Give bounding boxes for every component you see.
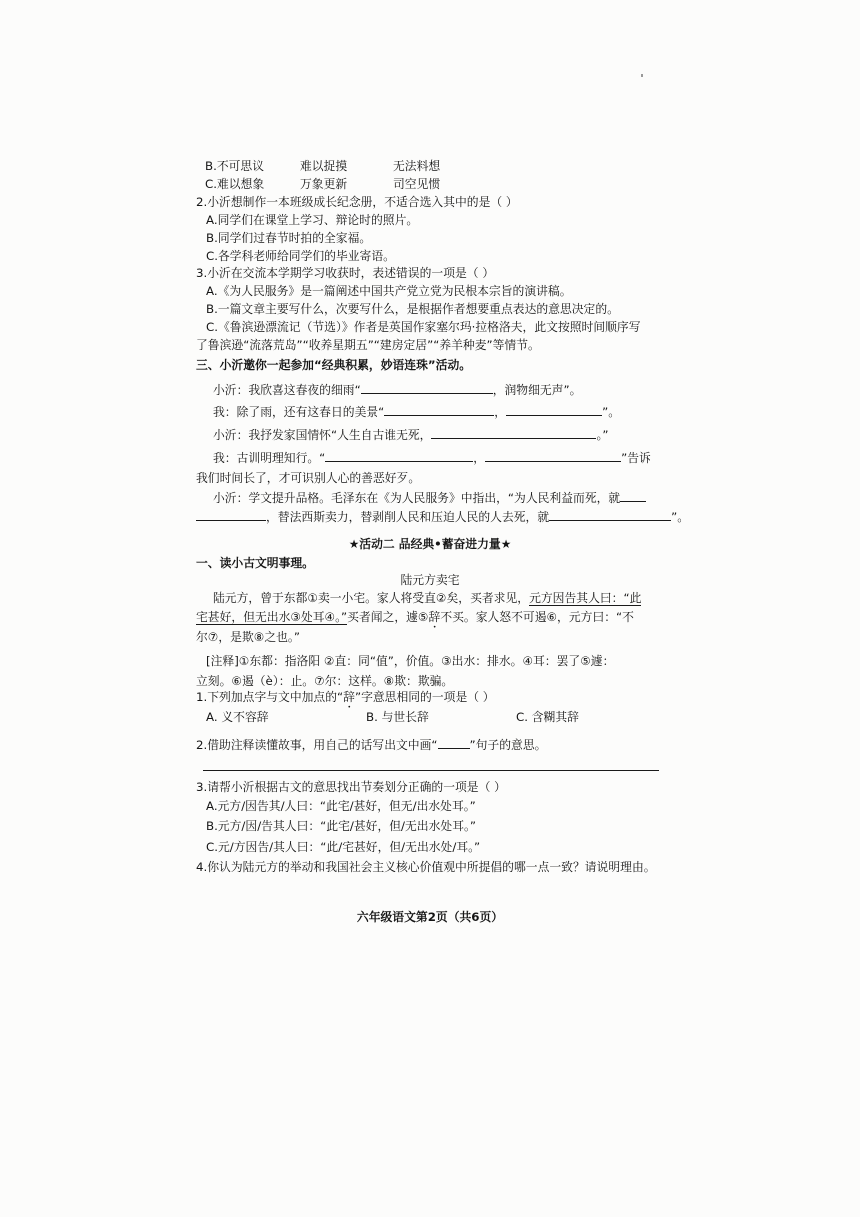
question-2-stem: 2.小沂想制作一本班级成长纪念册，不适合选入其中的是（ ） [196, 195, 518, 209]
passage-line-2 [196, 609, 634, 631]
text: 小沂：学文提升品格。毛泽东在《为人民服务》中指出，“为人民利益而死，就 [213, 491, 621, 505]
underlined-sentence: 宅甚好，但无出水③处耳④。” [196, 610, 348, 624]
page-footer: 六年级语文第2页（共6页） [356, 910, 504, 924]
answer-blank [620, 489, 646, 502]
activity2-question-4-stem: 4.你认为陆元方的举动和我国社会主义核心价值观中所提倡的哪一点一致？请说明理由。 [196, 860, 656, 874]
question-3-option-b: B.一篇文章主要写什么，次要写什么，是根据作者想要重点表达的意思决定的。 [206, 302, 619, 316]
answer-line [203, 770, 659, 771]
dotted-char: 辞 [343, 690, 355, 704]
passage-line-1 [213, 590, 641, 606]
annotation-line-1: [注释]①东都：指洛阳 ②直：同“值”，价值。③出水：排水。④耳：罢了⑤遽： [206, 654, 615, 668]
fill-line-2 [213, 403, 620, 420]
section-3-title: 三、小沂邀你一起参加“经典积累，妙语连珠”活动。 [196, 358, 472, 372]
text: 陆元方，曾于东都①卖一小宅。家人将受直②矣，买者求见， [213, 591, 530, 605]
activity2-question-3-stem: 3.请帮小沂根据古文的意思找出节奏划分正确的一项是（ ） [196, 780, 506, 794]
underlined-sentence: 元方因告其人曰：“此 [529, 591, 642, 605]
option-row-b [205, 158, 440, 174]
scan-mark [641, 74, 643, 77]
text: 我：除了雨，还有这春日的美景“ [213, 405, 385, 419]
passage-title: 陆元方卖宅 [400, 573, 460, 587]
answer-blank [431, 426, 596, 439]
option-a: A. 义不容辞 [206, 710, 269, 724]
text: 不买。家人怒不可遏⑥，元方曰：“不 [440, 610, 634, 624]
option-word: 司空见惯 [393, 177, 441, 191]
text: 买者闻之，遽⑤ [347, 610, 429, 624]
question-3-stem: 3.小沂在交流本学期学习收获时，表述错误的一项是（ ） [196, 266, 495, 280]
activity2-question-3-option-c: C.元/方因告/其人曰：“此/宅甚好，但/无出水处/耳。” [206, 840, 481, 854]
answer-blank [485, 449, 621, 462]
option-word: 万象更新 [300, 177, 348, 191]
activity2-question-1-options [206, 709, 579, 725]
text: ”。 [602, 405, 621, 419]
option-c: C. 含糊其辞 [516, 710, 579, 724]
passage-line-3: 尔⑦，是欺⑧之也。” [196, 630, 300, 644]
fill-line-4-cont: 我们时间长了，才可识别人心的善恶好歹。 [196, 471, 421, 485]
text: ， [473, 451, 486, 465]
activity-2-section-title: 一、读小古文明事理。 [196, 556, 314, 570]
answer-blank [506, 403, 602, 416]
activity-2-header: ★活动二 品经典•蓄奋进力量★ [348, 537, 512, 551]
option-row-c [205, 176, 440, 192]
answer-blank [384, 403, 494, 416]
answer-blank [549, 508, 671, 521]
text: ”告诉 [621, 451, 651, 465]
activity2-question-3-option-b: B.元方/因/告其人曰：“此宅/甚好，但/无出水处耳。” [206, 819, 477, 833]
text: 。” [596, 428, 609, 442]
fill-line-5 [213, 489, 646, 506]
question-2-option-b: B.同学们过春节时拍的全家福。 [206, 231, 372, 245]
question-2-option-c: C.各学科老师给同学们的毕业寄语。 [206, 249, 395, 263]
answer-blank [361, 381, 493, 394]
activity2-question-2-stem [196, 736, 546, 753]
text: ”字意思相同的一项是（ ） [354, 690, 495, 704]
text: 2.借助注释读懂故事，用自己的话写出文中画“ [196, 738, 438, 752]
underline-sample [438, 736, 470, 749]
answer-blank [325, 449, 473, 462]
text: ，润物细无声”。 [492, 383, 582, 397]
question-2-option-a: A.同学们在课堂上学习、辩论时的照片。 [206, 213, 419, 227]
fill-line-1 [213, 381, 581, 398]
question-3-option-c: C.《鲁滨逊漂流记（节选）》作者是英国作家塞尔玛·拉格洛夫，此文按照时间顺序写 [206, 320, 641, 334]
text: 我：古训明理知行。“ [213, 451, 326, 465]
activity2-question-1-stem [196, 689, 495, 711]
option-label: C.难以想象 [205, 177, 265, 191]
text: ，替法西斯卖力，替剥削人民和压迫人民的人去死，就 [266, 510, 550, 524]
activity2-question-3-option-a: A.元方/因告其/人曰：“此宅/甚好，但无/出水处耳。” [206, 799, 476, 813]
dotted-char: 辞 [428, 610, 441, 624]
fill-line-4 [213, 449, 651, 466]
annotation-line-2: 立刻。⑥遏（è）：止。⑦尔：这样。⑧欺：欺骗。 [196, 674, 454, 688]
question-3-option-a: A.《为人民服务》是一篇阐述中国共产党立党为民根本宗旨的演讲稿。 [206, 284, 572, 298]
text: ”句子的意思。 [469, 738, 547, 752]
text: 1.下列加点字与文中加点的“ [196, 690, 344, 704]
fill-line-5-cont [196, 508, 689, 525]
text: 小沂：我抒发家国情怀“人生自古谁无死， [213, 428, 432, 442]
text: ， [494, 405, 507, 419]
text: ”。 [671, 510, 690, 524]
option-word: 难以捉摸 [300, 159, 348, 173]
option-label: B.不可思议 [205, 159, 265, 173]
text: 小沂：我欣喜这春夜的细雨“ [213, 383, 361, 397]
answer-blank [196, 508, 266, 521]
question-3-option-c-cont: 了鲁滨逊“流落荒岛”“收养星期五”“建房定居”“养羊种麦”等情节。 [196, 338, 540, 352]
fill-line-3 [213, 426, 608, 443]
option-b: B. 与世长辞 [366, 710, 429, 724]
option-word: 无法料想 [393, 159, 441, 173]
